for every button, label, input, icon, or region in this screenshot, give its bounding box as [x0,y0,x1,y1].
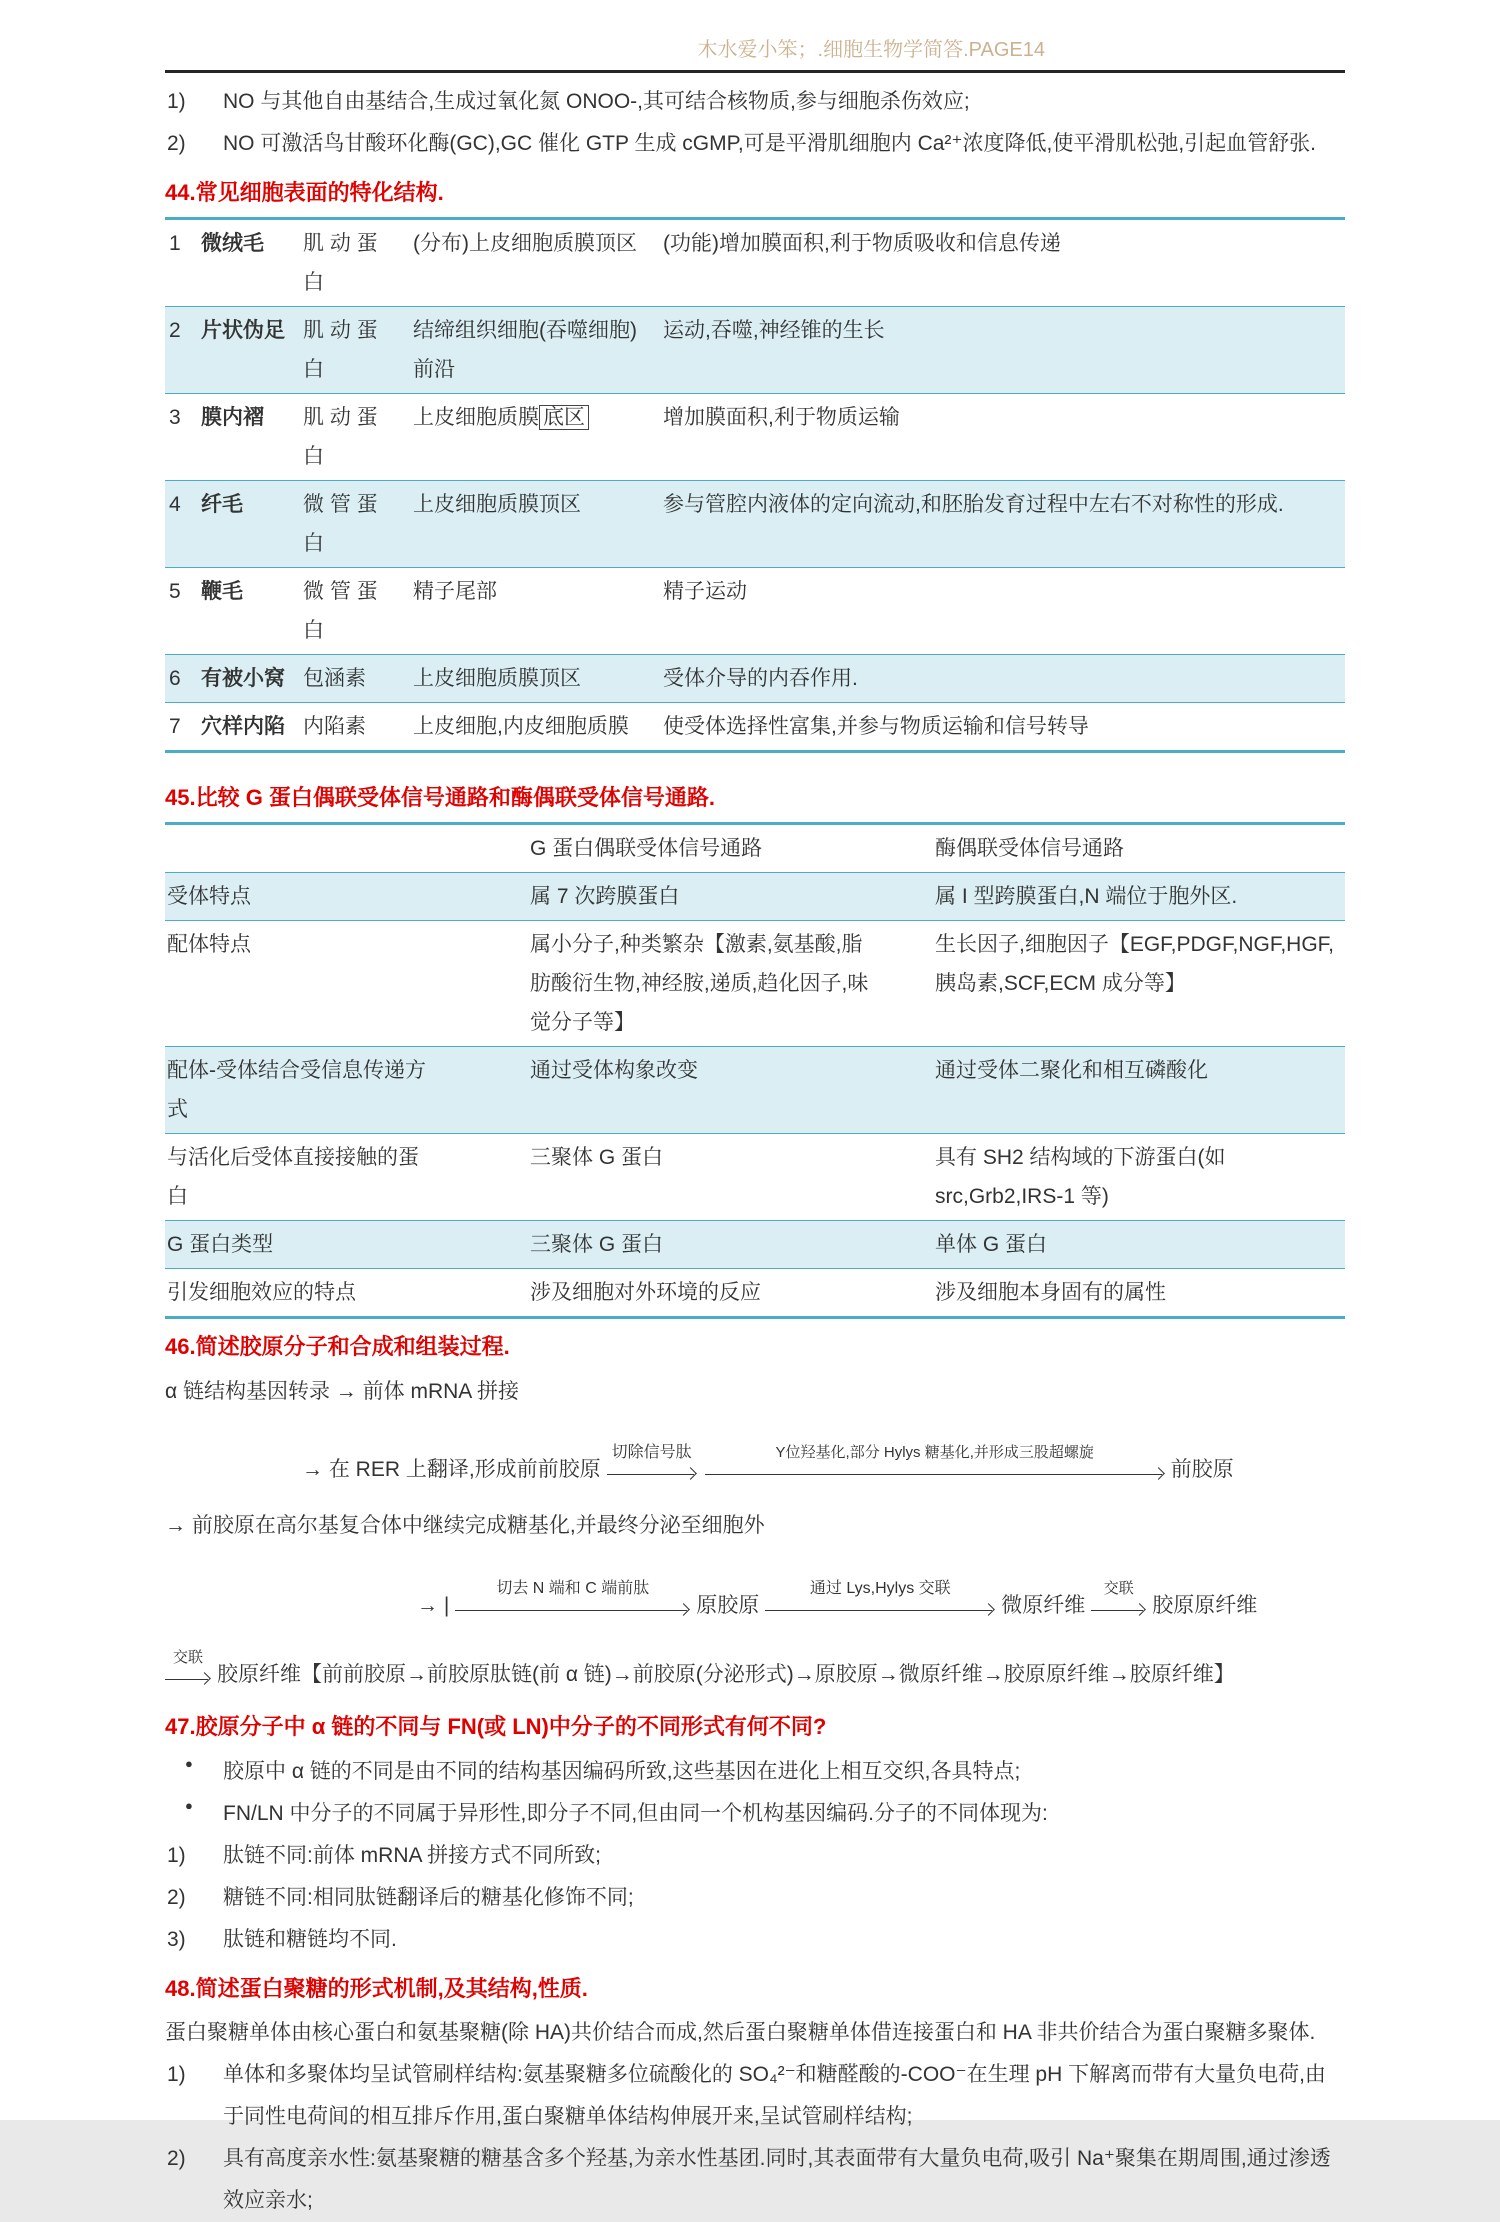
cell-label: 配体特点 [167,933,251,957]
bullet-icon: ● [185,1755,193,1771]
bullet-item [165,1751,1345,1793]
item-number: 2) [167,132,186,155]
section-48-title: 48.简述蛋白聚糖的形式机制,及其结构,性质. [165,1975,588,2001]
cell-num: 7 [169,715,181,739]
cell-label: 受体特点 [167,884,251,908]
item-text: 肽链和糖链均不同. [223,1927,397,1951]
item-text: 肽链不同:前体 mRNA 拼接方式不同所致; [223,1843,602,1867]
section-48-intro: 蛋白聚糖单体由核心蛋白和氨基聚糖(除 HA)共价结合而成,然后蛋白聚糖单体借连接蛋白和 HA 非共价结合为蛋白聚糖多聚体. [165,2021,1316,2045]
bullet-icon: ● [185,1797,193,1813]
labeled-arrow [1091,1580,1146,1619]
cell-g: 三聚体 G 蛋白 [530,1233,664,1257]
list-item [165,1835,1345,1877]
item-number: 1) [167,2063,186,2087]
table-row [165,1221,1345,1269]
cell-protein: 肌 动 蛋 白 [303,318,378,381]
bullet-text: 胶原中 α 链的不同是由不同的结构基因编码所致,这些基因在进化上相互交织,各具特点; [223,1759,1021,1783]
labeled-arrow [705,1444,1165,1483]
item-text: NO 可激活鸟甘酸环化酶(GC),GC 催化 GTP 生成 cGMP,可是平滑肌细胞内 Ca²⁺浓度降低,使平滑肌松弛,引起血管舒张. [223,132,1317,155]
page-watermark: 木水爱小笨；.细胞生物学简答.PAGE14 [697,39,1045,61]
table-header-row [165,825,1345,873]
boxed-term: 底区 [539,405,589,430]
labeled-arrow [765,1579,995,1619]
arrow-label: 交联 [172,1649,203,1667]
cell-distribution: 上皮细胞质膜顶区 [413,492,581,516]
cell-label: 引发细胞效应的特点 [167,1281,356,1305]
cell-name: 有被小窝 [201,667,285,691]
labeled-arrow [455,1579,690,1619]
table-row [165,873,1345,921]
table-row [165,481,1345,568]
table-row [165,921,1345,1047]
bullet-item [165,1793,1345,1835]
flow-text: 胶原原纤维 [1152,1593,1258,1617]
cell-protein: 微 管 蛋 白 [303,580,378,643]
cell-function: (功能)增加膜面积,利于物质吸收和信息传递 [663,231,1061,255]
list-item [165,1877,1345,1919]
table-44 [165,217,1345,754]
right-arrow-icon [765,1599,995,1619]
header-rule [165,70,1345,73]
cell-distribution: 精子尾部 [413,580,497,604]
cell-name: 纤毛 [201,492,243,516]
arrow-label: 交联 [1103,1580,1134,1598]
table-row [165,703,1345,750]
column-header-g: G 蛋白偶联受体信号通路 [530,836,763,860]
cell-num: 1 [169,231,181,255]
cell-label: 与活化后受体直接接触的蛋白 [167,1146,419,1209]
list-item [165,2138,1345,2222]
cell-enzyme: 通过受体二聚化和相互磷酸化 [935,1059,1208,1083]
cell-g: 三聚体 G 蛋白 [530,1146,664,1170]
right-arrow-icon [607,1463,697,1483]
cell-protein: 肌 动 蛋 白 [303,405,378,468]
flow-text: 微原纤维 [1001,1593,1086,1617]
table-row [165,1047,1345,1134]
cell-name: 微绒毛 [201,231,264,255]
table-row [165,568,1345,655]
section-44-title: 44.常见细胞表面的特化结构. [165,180,444,205]
item-number: 1) [167,90,186,113]
section-47-title: 47.胶原分子中 α 链的不同与 FN(或 LN)中分子的不同形式有何不同? [165,1713,827,1739]
cell-function: 精子运动 [663,580,747,604]
flow-text: 原胶原 [696,1593,760,1617]
cell-name: 鞭毛 [201,580,243,604]
item-text: 单体和多聚体均呈试管刷样结构:氨基聚糖多位硫酸化的 SO₄²⁻和糖醛酸的-COO⁻在生理 pH 下解离而带有大量负电荷,由于同性电荷间的相互排斥作用,蛋白聚糖单体结构伸展开来,呈试管刷样结构; [223,2063,1326,2129]
cell-function: 使受体选择性富集,并参与物质运输和信号转导 [663,715,1089,739]
cell-protein: 微 管 蛋 白 [303,492,378,556]
cell-label: 配体-受体结合受信息传递方式 [167,1059,426,1122]
cell-label [165,829,530,868]
labeled-arrow [607,1443,697,1483]
cell-enzyme: 具有 SH2 结构域的下游蛋白(如 src,Grb2,IRS-1 等) [935,1146,1226,1209]
cell-name: 片状伪足 [201,318,285,342]
table-45 [165,822,1345,1320]
flow-text: 胶原纤维【前前胶原→前胶原肽链(前 α 链)→前胶原(分泌形式)→原胶原→微原纤维→胶原原纤维→胶原纤维】 [217,1662,1235,1686]
item-number: 3) [167,1927,186,1951]
cell-distribution: 上皮细胞,内皮细胞质膜 [413,715,629,739]
cell-num: 4 [169,492,181,516]
cell-g: 通过受体构象改变 [530,1059,698,1083]
cell-enzyme: 涉及细胞本身固有的属性 [935,1281,1166,1305]
cell-function: 运动,吞噬,神经锥的生长 [663,318,885,342]
arrow-label: 切去 N 端和 C 端前肽 [496,1580,650,1598]
item-number: 2) [167,1885,186,1909]
item-text: 糖链不同:相同肽链翻译后的糖基化修饰不同; [223,1885,634,1909]
collagen-flow-2 [165,1579,1345,1619]
table-row [165,1134,1345,1221]
cell-num: 3 [169,405,181,429]
cell-protein: 内陷素 [303,715,366,739]
table-row [165,655,1345,703]
column-header-enzyme: 酶偶联受体信号通路 [935,836,1124,860]
cell-name: 膜内褶 [201,405,264,429]
list-item [165,123,1345,165]
section-46-title: 46.简述胶原分子和合成和组装过程. [165,1334,510,1360]
collagen-flow-1 [165,1443,1345,1483]
arrow-label: 通过 Lys,Hylys 交联 [809,1580,951,1598]
item-text: 具有高度亲水性:氨基聚糖的糖基含多个羟基,为亲水性基团.同时,其表面带有大量负电荷,吸引 Na⁺聚集在期周围,通过渗透效应亲水; [223,2147,1331,2213]
list-item [165,1919,1345,1961]
table-row [165,1269,1345,1316]
arrow-label: Y位羟基化,部分 Hylys 糖基化,并形成三股超螺旋 [775,1444,1094,1462]
cell-protein: 肌 动 蛋 白 [303,231,378,294]
cell-enzyme: 单体 G 蛋白 [935,1233,1048,1257]
list-item [165,2054,1345,2138]
cell-g: 涉及细胞对外环境的反应 [530,1281,761,1305]
labeled-arrow [165,1649,211,1688]
cell-protein: 包涵素 [303,667,366,691]
cell-distribution: 上皮细胞质膜 底区 [413,398,663,476]
collagen-flow-3 [165,1649,1345,1688]
cell-g: 属小分子,种类繁杂【激素,氨基酸,脂肪酸衍生物,神经胺,递质,趋化因子,味觉分子等】 [530,933,869,1035]
item-number: 2) [167,2147,186,2171]
table-row [165,307,1345,394]
cell-function: 参与管腔内液体的定向流动,和胚胎发育过程中左右不对称性的形成. [663,492,1284,516]
item-number: 1) [167,1843,186,1867]
flow-text: → | [417,1593,450,1617]
cell-g: 属 7 次跨膜蛋白 [530,884,680,908]
cell-name: 穴样内陷 [201,715,285,739]
cell-label: G 蛋白类型 [167,1233,274,1257]
cell-num: 2 [169,318,181,342]
collagen-step-2: → 前胶原在高尔基复合体中继续完成糖基化,并最终分泌至细胞外 [165,1514,765,1538]
flow-text: → 在 RER 上翻译,形成前前胶原 [302,1457,601,1481]
table-row [165,220,1345,307]
cell-distribution: 结缔组织细胞(吞噬细胞)前沿 [413,318,637,381]
item-text: NO 与其他自由基结合,生成过氧化氮 ONOO-,其可结合核物质,参与细胞杀伤效应; [223,90,970,113]
right-arrow-icon [455,1599,690,1619]
cell-distribution: (分布)上皮细胞质膜顶区 [413,231,637,255]
flow-text: 前胶原 [1170,1457,1234,1481]
right-arrow-icon [705,1463,1165,1483]
table-row [165,394,1345,481]
bullet-text: FN/LN 中分子的不同属于异形性,即分子不同,但由同一个机构基因编码.分子的不同体现为: [223,1801,1048,1825]
cell-distribution: 上皮细胞质膜顶区 [413,667,581,691]
right-arrow-icon [1091,1599,1146,1619]
section-45-title: 45.比较 G 蛋白偶联受体信号通路和酶偶联受体信号通路. [165,785,716,811]
cell-num: 6 [169,667,181,691]
arrow-label: 切除信号肽 [611,1444,692,1462]
cell-enzyme: 属 I 型跨膜蛋白,N 端位于胞外区. [935,884,1238,908]
collagen-step-1: α 链结构基因转录 → 前体 mRNA 拼接 [165,1380,519,1404]
list-item [165,81,1345,123]
cell-num: 5 [169,580,181,604]
cell-function: 增加膜面积,利于物质运输 [663,405,900,429]
right-arrow-icon [165,1668,211,1688]
cell-enzyme: 生长因子,细胞因子【EGF,PDGF,NGF,HGF,胰岛素,SCF,ECM 成分等】 [935,933,1335,996]
cell-function: 受体介导的内吞作用. [663,667,858,691]
